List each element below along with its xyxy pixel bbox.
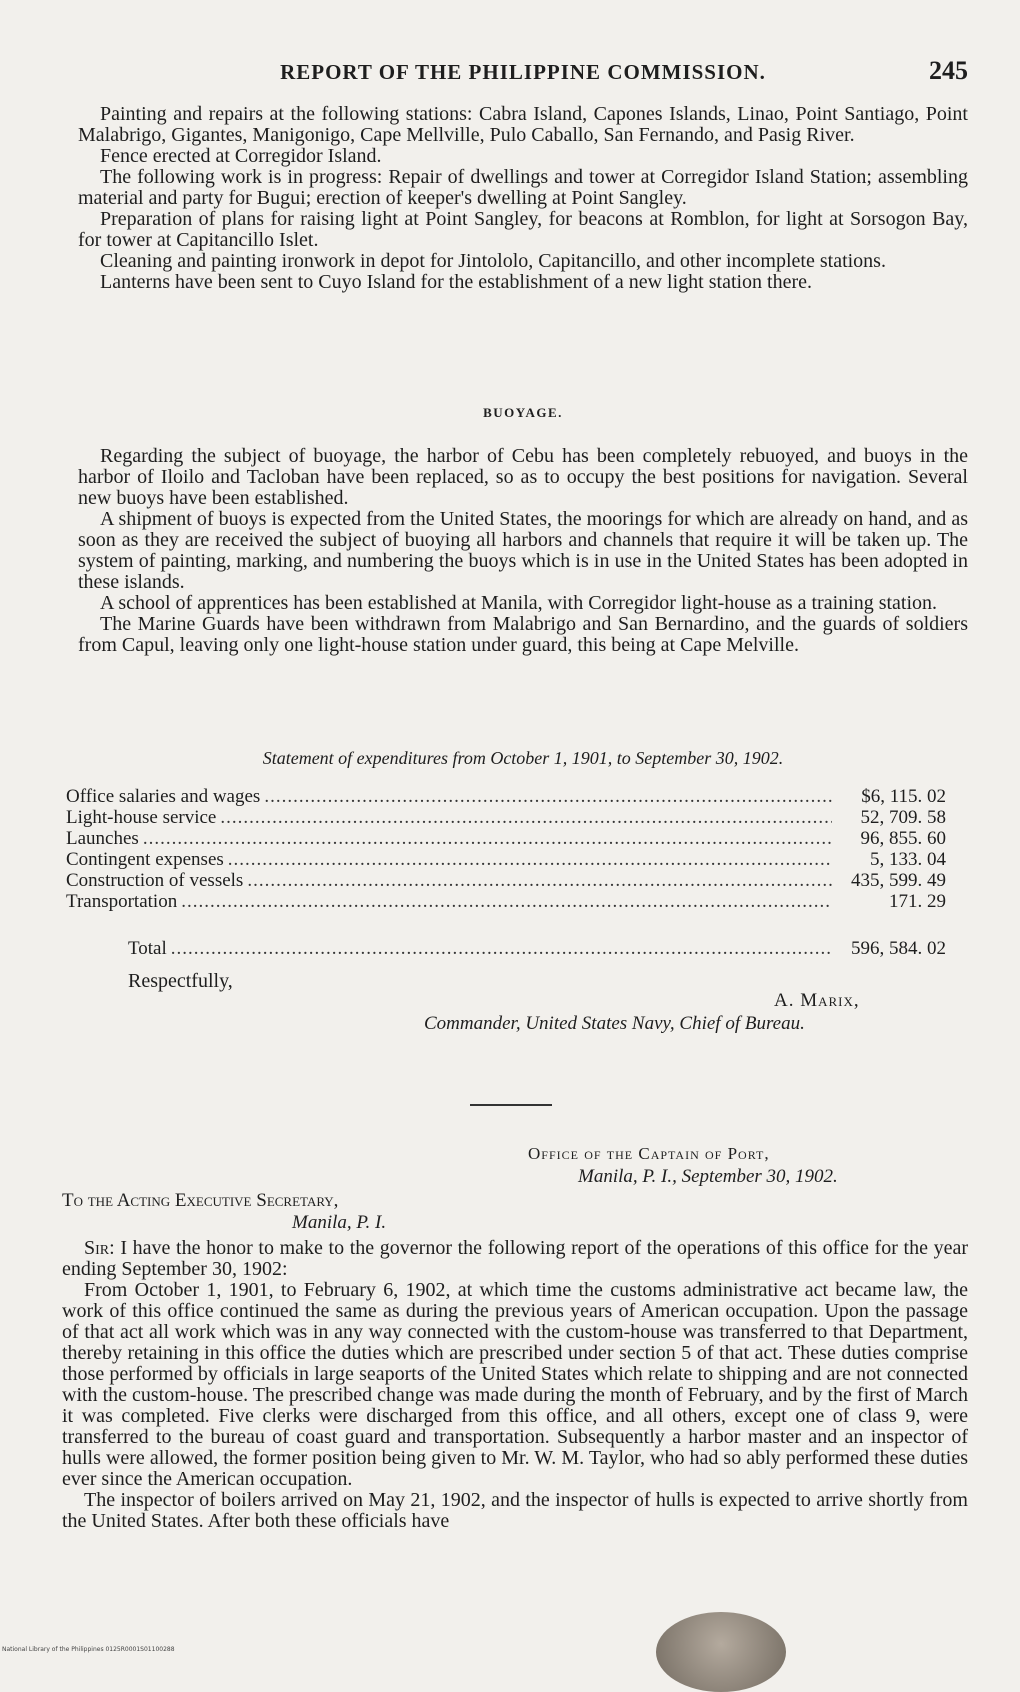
table-row [66,891,946,912]
total-amount: 596, 584. 02 [851,938,946,959]
letter-body [62,1238,968,1532]
buoyage-section [78,446,968,656]
table-row [66,807,946,828]
paragraph: The following work is in progress: Repair of dwellings and tower at Corregidor Island Station; assembling material and party for Bugui; erection of keeper's dwelling at Point Sangley. [78,166,968,209]
total-row [128,938,946,959]
office-heading: Office of the Captain of Port, [528,1144,770,1163]
row-amount: $6, 115. 02 [861,786,946,807]
table-row [66,849,946,870]
leader-dots [143,828,832,850]
table-row [66,870,946,891]
row-amount: 52, 709. 58 [860,807,946,828]
leader-dots [181,891,832,913]
leader-dots [171,938,832,960]
paragraph: The Marine Guards have been withdrawn from Malabrigo and San Bernardino, and the guards of soldiers from Capul, leaving only one light-house station under guard, this being at Cape Melville. [78,613,968,656]
row-label: Light-house service [66,807,217,828]
scanner-thumb-shadow [656,1612,786,1692]
total-label: Total [128,938,167,959]
scan-footer-note: National Library of the Philippines 0125R0001S01100288 [2,1646,175,1653]
leader-dots [247,870,832,892]
row-amount: 5, 133. 04 [870,849,946,870]
buoyage-heading: BUOYAGE. [483,405,563,420]
expenditure-table [66,786,946,912]
lighthouse-work-section [78,104,968,293]
paragraph: Fence erected at Corregidor Island. [100,145,382,167]
addressee-city: Manila, P. I. [292,1212,387,1233]
paragraph-text: I have the honor to make to the governor the following report of the operations of this office for the year ending September 30, 1902: [62,1237,969,1280]
signer-title: Commander, United States Navy, Chief of Bureau. [424,1013,805,1034]
row-label: Contingent expenses [66,849,224,870]
section-divider [470,1104,552,1106]
paragraph: Regarding the subject of buoyage, the harbor of Cebu has been completely rebuoyed, and buoys in the harbor of Iloilo and Tacloban have been replaced, so as to occupy the best positions for navigation. Several new buoys have been established. [78,445,968,509]
paragraph: Preparation of plans for raising light at Point Sangley, for beacons at Romblon, for light at Sorsogon Bay, for tower at Capitancillo Islet. [78,208,968,251]
row-label: Launches [66,828,139,849]
row-label: Office salaries and wages [66,786,261,807]
statement-title: Statement of expenditures from October 1, 1901, to September 30, 1902. [262,748,784,768]
leader-dots [264,786,832,808]
row-label: Transportation [66,891,178,912]
running-title: REPORT OF THE PHILIPPINE COMMISSION. [280,60,766,84]
addressee: To the Acting Executive Secretary, [62,1190,339,1211]
closing-respectfully: Respectfully, [128,970,233,992]
table-row [66,828,946,849]
leader-dots [228,849,832,871]
page-header [78,52,968,88]
letter-date: Manila, P. I., September 30, 1902. [578,1166,838,1187]
row-label: Construction of vessels [66,870,244,891]
row-amount: 435, 599. 49 [851,870,946,891]
paragraph [62,1238,968,1280]
signer-name: A. Marix, [774,990,860,1011]
paragraph: Lanterns have been sent to Cuyo Island for the establishment of a new light station there. [100,271,813,293]
paragraph: A school of apprentices has been established at Manila, with Corregidor light-house as a training station. [100,592,938,614]
row-amount: 96, 855. 60 [860,828,946,849]
paragraph: Cleaning and painting ironwork in depot for Jintololo, Capitancillo, and other incomplete stations. [100,250,886,272]
row-amount: 171. 29 [889,891,946,912]
paragraph: Painting and repairs at the following stations: Cabra Island, Capones Islands, Linao, Point Santiago, Point Malabrigo, Gigantes, Manigonigo, Cape Mellville, Pulo Caballo, San Fernando, and Pasig River. [78,103,968,146]
page-number: 245 [929,56,968,85]
leader-dots [220,807,832,829]
salutation: Sir: [84,1237,115,1259]
table-row [66,786,946,807]
paragraph: From October 1, 1901, to February 6, 1902, at which time the customs administrative act became law, the work of this office continued the same as during the previous years of American occupation. Upon the passage of that act all work which was in any way connected with the custom-house was transferred to that Department, thereby retaining in this office the duties which are prescribed under section 5 of that act. These duties comprise those performed by officials in large seaports of the United States which relate to shipping and are not connected with the custom-house. The prescribed change was made during the month of February, and by the first of March it was completed. Five clerks were discharged from this office, and all others, except one of class 9, were transferred to the bureau of coast guard and transportation. Subsequently a harbor master and an inspector of hulls were allowed, the former position being given to Mr. W. M. Taylor, who had so ably performed these duties ever since the American occupation. [62,1279,968,1490]
paragraph: A shipment of buoys is expected from the United States, the moorings for which are already on hand, and as soon as they are received the subject of buoying all harbors and channels that require it will be taken up. The system of painting, marking, and numbering the buoys which is in use in the United States has been adopted in these islands. [78,508,968,593]
paragraph: The inspector of boilers arrived on May 21, 1902, and the inspector of hulls is expected to arrive shortly from the United States. After both these officials have [62,1489,968,1532]
